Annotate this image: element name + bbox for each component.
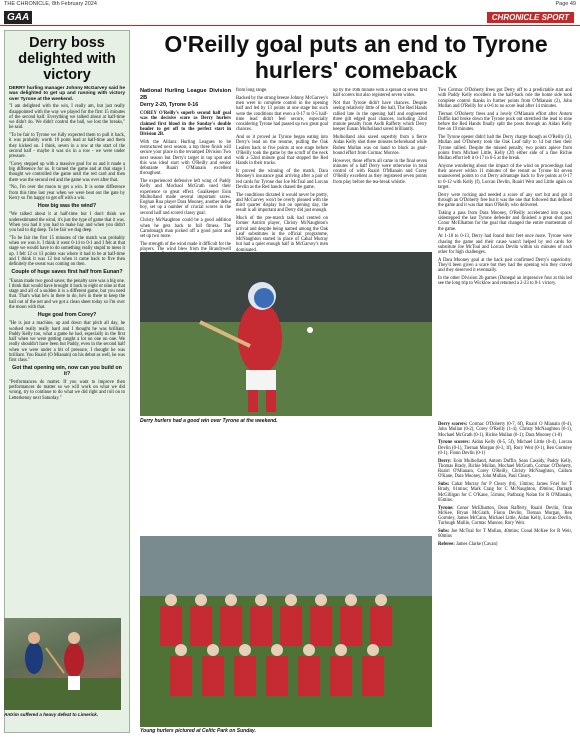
article-lead: COREY O'Reilly's superb second half goal was the decisive score as Derry hurlers claimed first blood in the Sunday's double header to get off to the perfect start in Division 2B. [140, 111, 231, 137]
derry-scorers-list: Cormac O'Doherty (0-7, 6f), Ruairi O Mianain (0-4), John Mullan (0-2), Corey O'Reilly (1-4), Christy McNaughton (0-1), Mochael McGrath (0-1), Richie Mullan (0-1); Dara Mooney (1-0) [438, 422, 573, 438]
derry-scorers-label: Derry scorers: [438, 422, 468, 427]
sidebar-headline: Derry boss delighted with victory [18, 35, 116, 83]
referee [438, 542, 572, 547]
sidebar-paragraph: "Performances do matter. If you want to improve then performances do matter so we will work on what we did wrong, try to continue to do what we did right and roll on to Letterkenny next Saturday." [9, 379, 125, 401]
article-paragraph: However, those efforts all came in the final seven minutes of a half Derry were otherwise in total control of with Ruairi O'Mianain and Corey O'Reilly excellent as they registered seven points from play before the tea-break whistle. [333, 158, 427, 185]
article-headline: O'Reilly goal puts an end to Tyrone hurlers' comeback [164, 31, 548, 83]
sidebar-subhead: Couple of huge saves first half from Eunan? [11, 269, 123, 276]
sidebar-body [5, 86, 129, 401]
referee-label: Referee: [438, 542, 455, 547]
page-topbar [0, 0, 580, 8]
gaa-logo: GAA [4, 11, 32, 24]
sidebar-paragraph: "To be fair the first 15 minutes of the match was probably when we won it. I think it went 0-14 to 0-1 and I felt at that stage we would have to do something really stupid to mess it up. I felt 12 or 13 points was where it had to be at half-time and I think it was 12 but when it came back to five then definitely the sweat was coming on then. [9, 235, 125, 267]
main-photo [140, 252, 432, 416]
team-photo [140, 536, 432, 727]
article-paragraph: Christy McNaughton could be a good addition when he gets back to full fitness. The Carndonagh man picked off a good point and set up two more. [140, 218, 231, 239]
tyrone-team [438, 506, 572, 527]
article-paragraph: At 1-18 to 0-13, Derry had found their feet once more. Tyrone were chasing the game and their cause wasn't helped by red cards for substitute Joe McToal and Lorcan Devlin within six minutes of each other for high challenges. [438, 234, 572, 255]
hurling-action-illustration [140, 252, 432, 416]
young-hurlers-illustration [140, 536, 432, 727]
sidebar-photo-caption: Antrim suffered a heavy defeat to Limerick. [4, 712, 99, 717]
derry-team-label: Derry: [438, 458, 452, 464]
team-photo-caption: Young hurlers pictured at Celtic Park on Sunday. [140, 728, 257, 734]
article-paragraph: up by the 16th minute with a spread of seven first half scorers but also registered seven wides. [333, 88, 427, 99]
hurlers-photo-illustration [4, 618, 121, 710]
tyrone-subs-list: Joe McToal for T Mullan, 40mins; Conal McKee for R Weir, 60mins [438, 529, 573, 540]
tyrone-team-list: Conor McElhatton, Dean Rafferty, Ruairi Devlin, Oran McKee, Bryan McGrath, Fionn Devlin, Tiernan Morgan, Ben Gormley, James McCann, Michael Little, Aidan Kelly, Lorcan Devlin, Turlough Mullin, Cormac Munroe, Rory Weir. [438, 505, 573, 527]
article-paragraph: Backed by the strong breeze Johnny McGarvey's men were in complete control in the opening half and led by 13 points at one stage but such were the conditions that even a 0-17 to 0-5 half-time lead didn't feel secure, especially considering Tyrone had passed up two great goal chances. [236, 95, 328, 133]
article-paragraph: Tiernan O'Doherty frees and a lovely O'Mianain effort after Antom Duffin had broke down the Tyrone puck out stretched the lead to nine before the Red Hands finally split the posts through an Aidan Kelly free on 19 minutes. [438, 111, 572, 133]
section-name: SPORT [541, 13, 569, 22]
tyrone-scorers [438, 440, 572, 456]
article-column-2 [236, 88, 328, 274]
sidebar-paragraph: "Eunan made two good saves; the penalty save was a big one. I think that would have brought it back to eight or nine at that stage and all of a sudden it is a different game, but you need that. That's what he's in there to do, he's in there to keep the ball out of the net and we got a clean sheet today so I'm over the moon with that. [9, 278, 125, 310]
article-paragraph: And so it proved as Tyrone began eating into Derry's lead on the resume, pulling the Oak Leafers back to five points at one stage before O'Reilly took the game by the scruff of the neck with a 52nd minute goal that stopped the Red Hands in their tracks. [236, 135, 328, 167]
article-paragraph: The experienced defensive left wing of Paddy Kelly and Mochaol McGrath used their experience to great effect. Goalkeeper Eoin Mulholland made several important saves. Eoghan Rua player Dara Mooney, another debut boy, set up a number of crucial scores in the second half and scored classy goal. [140, 179, 231, 216]
article-column-1 [140, 88, 231, 265]
tyrone-subs [438, 529, 572, 540]
sidebar-paragraph: "No, I'm over the moon to get a win. It is some difference from this time last year when we were beat out the gate by Kerry so I'm happy to get off with a win. [9, 185, 125, 201]
tyrone-subs-label: Subs: [438, 529, 450, 534]
article-column-3 [333, 88, 427, 248]
article-paragraph: Derry were rocking and needed a score of any sort but and got it through an O'Doherty free but it was the one that followed that defined the game and it was that man O'Reilly who delivered. [438, 192, 572, 208]
derry-subs [438, 482, 572, 503]
derry-subs-list: Cahal Murray for P Cleary (ht), 13mins; James Friel for T Brady, 61mins; Mark Craig for C McNaughton, 49mins; Darragh McGilligan for C O'Kane, 51mins; Padhraig Nolan for R O'Mianain, 65mins. [438, 482, 573, 503]
article-paragraph: Much of the pre-match talk had centred on former Antrim player, Christy McNaughton's arrival and despite being named among the Oak Leaf substitutes in the official programme, McNaughton started in place of Cahal Murray but had a quiet enough half in McGarvey's men dominated. [236, 216, 328, 253]
sidebar-subhead: How big was the wind? [37, 203, 97, 209]
match-details [438, 422, 572, 550]
article-paragraph: Mulholland also saved superbly from a fierce Aidan Kelly shot three minutes beforehand while Ruben Mullan was on hand to block as goal-bound effort from Cormac Monroe. [333, 135, 427, 156]
article-paragraph: In the other Division 2b games (Donegal an impressive four at this led see the long trip to Wicklow and returned a 2-23 to 0-1 victory. [438, 276, 572, 287]
article-paragraph: Not that Tyrone didn't have chances. Despite seeing relatively little of the ball, The Red Hands rallied late in the opening half and engineered three gilt edged goal chances, including 32nd minute penalty from Aodh Rafferty which Derry keeper Eunan Mulholland saved brilliantly. [333, 101, 427, 133]
tyrone-scorers-list: Aidan Kelly (0-5, 5f), Michael Little (0-4), Lorcan Devlin (0-1), Tiernan Morgan (0-3, 1f), Rory Weir (0-1), Ben Gormley (0-1), Fionn Devlin (0-1) [438, 440, 572, 456]
sidebar-paragraph: "Corey stepped up with a massive goal for us and it made a big difference for us. It turned the game and at that stage I thought we controlled the game until the red card and then there was the second red and the game was over after that. [9, 161, 125, 183]
article-paragraph: The Tyrone opener didn't halt the Derry charge though as O'Reilly (3), Mullan and O'Doherty took the Oak Leaf tally to 14 but then their Tyrone rallied. Despite the missed penalty, two points apiece from points from Michael Little, Kelly (2f) either side of a fine Richie Mullan effort left it 0-17 to 0-5 at the break. [438, 135, 572, 161]
tyrone-scorers-label: Tyrone scorers: [438, 440, 470, 446]
page-number: Page 49 [555, 1, 576, 7]
article-paragraph: Two Cormac O'Doherty frees got Derry off to a predictable start and with Paddy Kelly excellent in the half-back role the home side took complete control thanks in further points from O'Mianain (2), John Mullan and O'Reilly for a 0-6 to no score lead after 14 minutes. [438, 88, 572, 109]
article-paragraph: With the Allianz Hurling Leagues to be restructured next season, a top three finish will secure your place in the revamped Division Two next season but Derry's target in top spot and this was ideal start with O'Reilly and senior debutante Ruairi O'Mianain excellent throughout. [140, 139, 231, 177]
sidebar-paragraph: "He is just a machine, up and down that pitch all day, he worked really really hard and I thought he was brilliant. Paddy Kelly too, what a game he had, especially in the first half when we were getting caught a lot on one on one. We really shouldn't have been but Paddy, even in the second half when we were under a bit of pressure, I thought he was brilliant. You Ruairi (O Mianain) on his debut as well, he was first class." [9, 321, 125, 363]
article-column-4 [438, 88, 572, 289]
sidebar-subhead: Got that opening win, now can you build on it? [12, 365, 122, 377]
derry-scorers [438, 422, 572, 438]
main-photo-caption: Derry hurlers had a good win over Tyrone at the weekend. [140, 418, 278, 424]
section-tag [487, 12, 574, 23]
article-paragraph: The conditions dictated it would never be pretty, and McGarvey won't be overly pleased with the third quarter display but on opening day, the result is all important and Derry did just enough. [236, 192, 328, 214]
article-paragraph: Anyone wondering about the impact of the wind on proceedings had their answer within 11 minutes of the restart as Tyrone hit seven unanswered points to cut Derry advantage back to five points at 0-17 to 0-12 with Kelly (f), Lorcan Devlin, Ruairi Weir and Little again on target. [438, 163, 572, 190]
sidebar-paragraph: "I am delighted with the win, I really am, but just really disappointed with the way we played for the first 15 minutes of the second half. Everything we talked about at half-time we didn't do. We didn't control the ball, we lost the breaks," he said. [9, 104, 125, 131]
derry-team-list: Eoin Mulholland, Antom Duffin, Sean Cassidy, Paddy Kelly, Thomas Brady, Richie Mullan, Mochael McGrath, Cormac O'Doherty, Ruairi O'Mianain, Corey O'Reilly, Christy McNaughton, Callum O'Kane, Dara Mooney, John Mullan, Paul Cleary. [438, 458, 572, 480]
sidebar-paragraph: "To be fair to Tyrone we fully expected them to pull it back, it was probably worth 10 point lead at half-time and them they kicked on. I think, seven in a row at the start of the second half - maybe it was six in a row - we were under pressure. [9, 133, 125, 159]
sidebar-photo [4, 618, 121, 710]
match-score: Derry 2-20, Tyrone 0-16 [140, 102, 199, 108]
section-paper-name: CHRONICLE [491, 13, 540, 22]
referee-name: James Clarke (Cavan) [456, 542, 498, 547]
article-paragraph: It proved the winning of the match, Dara Mooney's insurance goal arriving after a pair of red cards for Tyrone duo Joe McToal and Lorcan Devlin as the Red hands chased the game. [236, 169, 328, 190]
article-paragraph: A Dara Mooney goal at the back post confirmed Derry's superiority. They'd been given a scare but they had the opening win they craved and they deserved it eventually. [438, 257, 572, 274]
derry-subs-label: Subs: [438, 482, 450, 487]
article-paragraph: The strength of the wind made it difficult for the players. The wind blew from the Brandywell [140, 241, 231, 252]
tyrone-team-label: Tyrone: [438, 505, 454, 511]
article-paragraph: from long range. [236, 88, 268, 93]
sidebar-lead: DERRY hurling manager Johnny McGarvey said he was delighted to get up and running with victory over Tyrone at the weekend. [9, 86, 125, 102]
paper-date: THE CHRONICLE, 8th February 2024 [4, 1, 97, 7]
sidebar-paragraph: "We talked about it at half-time but I don't think we underestimated the wind, it's just the type of game that it was. When you had it you had to make hay and when you didn't you had to dig deep. To be fair we dug deep. [9, 212, 125, 233]
article-paragraph: Taking a pass from Dara Mooney, O'Reilly accelerated into space, sidestepped the last Tyrone defender and finished a great shot past Conor McElhatton for the goal that changed the entire momentum of the game. [438, 210, 572, 232]
sidebar-subhead: Huge goal from Corey? [37, 312, 97, 318]
section-header [0, 10, 580, 26]
competition-kicker: National Hurling League Division 2B [140, 88, 231, 101]
derry-team [438, 459, 572, 480]
